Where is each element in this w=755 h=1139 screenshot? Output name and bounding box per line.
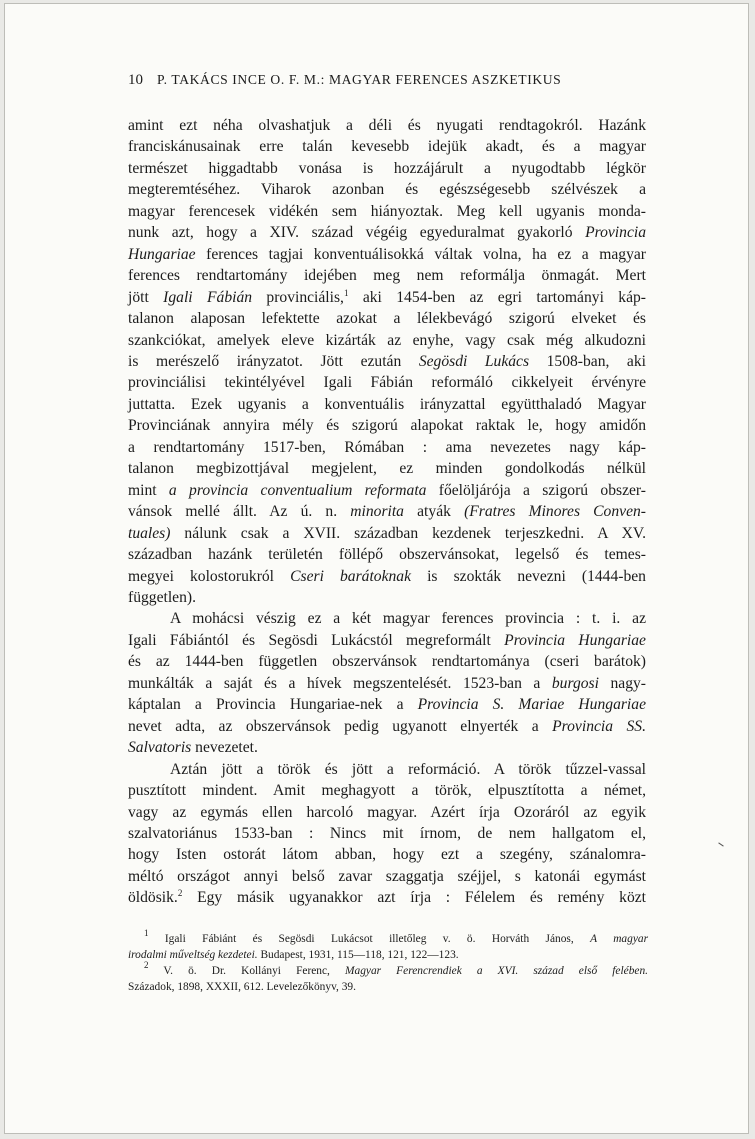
text-line: amint ezt néha olvashatjuk a déli és nyugati rendtagokról. Hazánk: [128, 117, 646, 134]
footnote-ref-2: 2: [177, 888, 183, 899]
text-line: talanon alaposan lefektette azokat a lélekbevágó szigorú elveket és: [128, 310, 646, 328]
text-line: megteremtéséhez. Viharok azonban és egészségesebb szélvészek a: [128, 181, 646, 199]
text-line: méltó országot annyi belső zavar szaggatja széjjel, s katonái egymást: [128, 867, 646, 885]
text-line: szalvatoriánus 1533-ban : Nincs mit írnom, de nem hallgatom el,: [128, 824, 646, 842]
text-line: században hazánk területén föllépő obszervánsokat, legelső és temes-: [128, 546, 646, 564]
text-line: Aztán jött a török és jött a reformáció. A török tűzzel-vassal: [170, 760, 646, 778]
text-line: magyar ferencesek vidékén sem hiányoztak. Meg kell ugyanis monda-: [128, 202, 646, 220]
text-line: szankciókat, amelyek eleve kizárták az enyhe, vagy csak még alkudozni: [128, 331, 646, 349]
text-line: mint a provincia conventualium reformata főelöljárója a szigorú obszer-: [128, 481, 646, 499]
footnote-2-cont: Századok, 1898, XXXII, 612. Levelezőkönyv, 39.: [128, 981, 356, 993]
text-line: franciskánusainak erre talán kevesebb idejük akadt, és a magyar: [128, 138, 646, 156]
text-line: Salvatoris nevezetet.: [128, 739, 258, 757]
text-line: káptalan a Provincia Hungariae-nek a Provincia S. Mariae Hungariae: [128, 696, 646, 714]
text-line: pusztított mindent. Amit meghagyott a török, elpusztította a német,: [128, 782, 646, 800]
main-text: [128, 115, 646, 909]
text-line: független).: [128, 588, 196, 606]
text-line: nevet adta, az obszervánsok pedig ugyanott elnyerték a Provincia SS.: [128, 717, 646, 735]
text-line: megyei kolostorukról Cseri barátoknak is szokták nevezni (1444-ben: [128, 567, 646, 585]
text-line: Igali Fábiántól és Segösdi Lukácstól megreformált Provincia Hungariae: [128, 631, 646, 649]
text-line: és az 1444-ben független obszervánsok rendtartománya (cseri barátok): [128, 653, 646, 671]
footnote-1-cont: irodalmi műveltség kezdetei. Budapest, 1931, 115—118, 121, 122—123.: [128, 949, 459, 961]
text-line: a rendtartomány 1517-ben, Rómában : ama nevezetes nagy káp-: [128, 438, 646, 456]
margin-mark: [718, 842, 723, 846]
text-line: munkálták a saját és a hívek megszentelését. 1523-ban a burgosi nagy-: [128, 674, 647, 692]
text-line: jött Igali Fábián provinciális,$^1$ aki 1454-ben az egri tartományi káp-: [128, 287, 646, 306]
page-number: 10: [128, 72, 143, 88]
footnotes: [128, 928, 648, 995]
text-line: provinciálisi tekintélyével Igali Fábián reformáló cikkelyeit érvényre: [128, 374, 646, 392]
footnote-2: $^2$ V. ö. Dr. Kollányi Ferenc, Magyar Ferencrendiek a XVI. század első felében.: [144, 960, 648, 977]
text-line: öldösik.$^2$ Egy másik ugyanakkor azt írja : Félelem és remény közt: [128, 888, 646, 907]
footnote-1: $^1$ Igali Fábiánt és Segösdi Lukácsot illetőleg v. ö. Horváth János, A magyar: [144, 928, 648, 945]
text-line: vánsok mellé állt. Az ú. n. minorita atyák (Fratres Minores Conven-: [128, 503, 646, 521]
running-title: P. TAKÁCS INCE O. F. M.: MAGYAR FERENCES ASZKETIKUS: [157, 72, 562, 87]
text-line: nunk azt, hogy a XIV. század végéig egyeduralmat gyakorló Provincia: [128, 224, 646, 242]
paragraph-1: [128, 115, 646, 608]
text-line: is merészelő irányzatot. Jött ezután Segösdi Lukács 1508-ban, aki: [128, 352, 646, 370]
running-header: [128, 72, 648, 89]
footnote-ref-1: 1: [343, 287, 349, 298]
text-line: Provinciának annyira mély és szigorú alapokat raktak le, hogy amidőn: [128, 417, 646, 435]
paragraph-2: [128, 608, 646, 758]
paragraph-3: [128, 759, 646, 909]
text-line: ferences rendtartomány idejében meg nem reformálja önmagát. Mert: [128, 267, 646, 285]
text-line: talanon megbizottjával megjelent, ez minden gondolkodás nélkül: [128, 460, 646, 478]
text-line: A mohácsi vészig ez a két magyar ferences provincia : t. i. az: [170, 610, 646, 628]
text-line: vagy az egymás ellen harcoló magyar. Azért írja Ozoráról az egyik: [128, 803, 646, 821]
text-line: hogy Isten ostorát látom abban, hogy ezt a szegény, szánalomra-: [128, 846, 646, 864]
text-line: tuales) nálunk csak a XVII. században kezdenek terjeszkedni. A XV.: [128, 524, 646, 542]
text-line: Hungariae ferences tagjai konventuálisokká váltak volna, ha ez a magyar: [128, 245, 646, 263]
text-line: juttatta. Ezek ugyanis a konventuális irányzattal együtthaladó Magyar: [128, 395, 646, 413]
text-line: természet higgadtabb vonása is hozzájárult a nyugodtabb légkör: [128, 159, 646, 177]
